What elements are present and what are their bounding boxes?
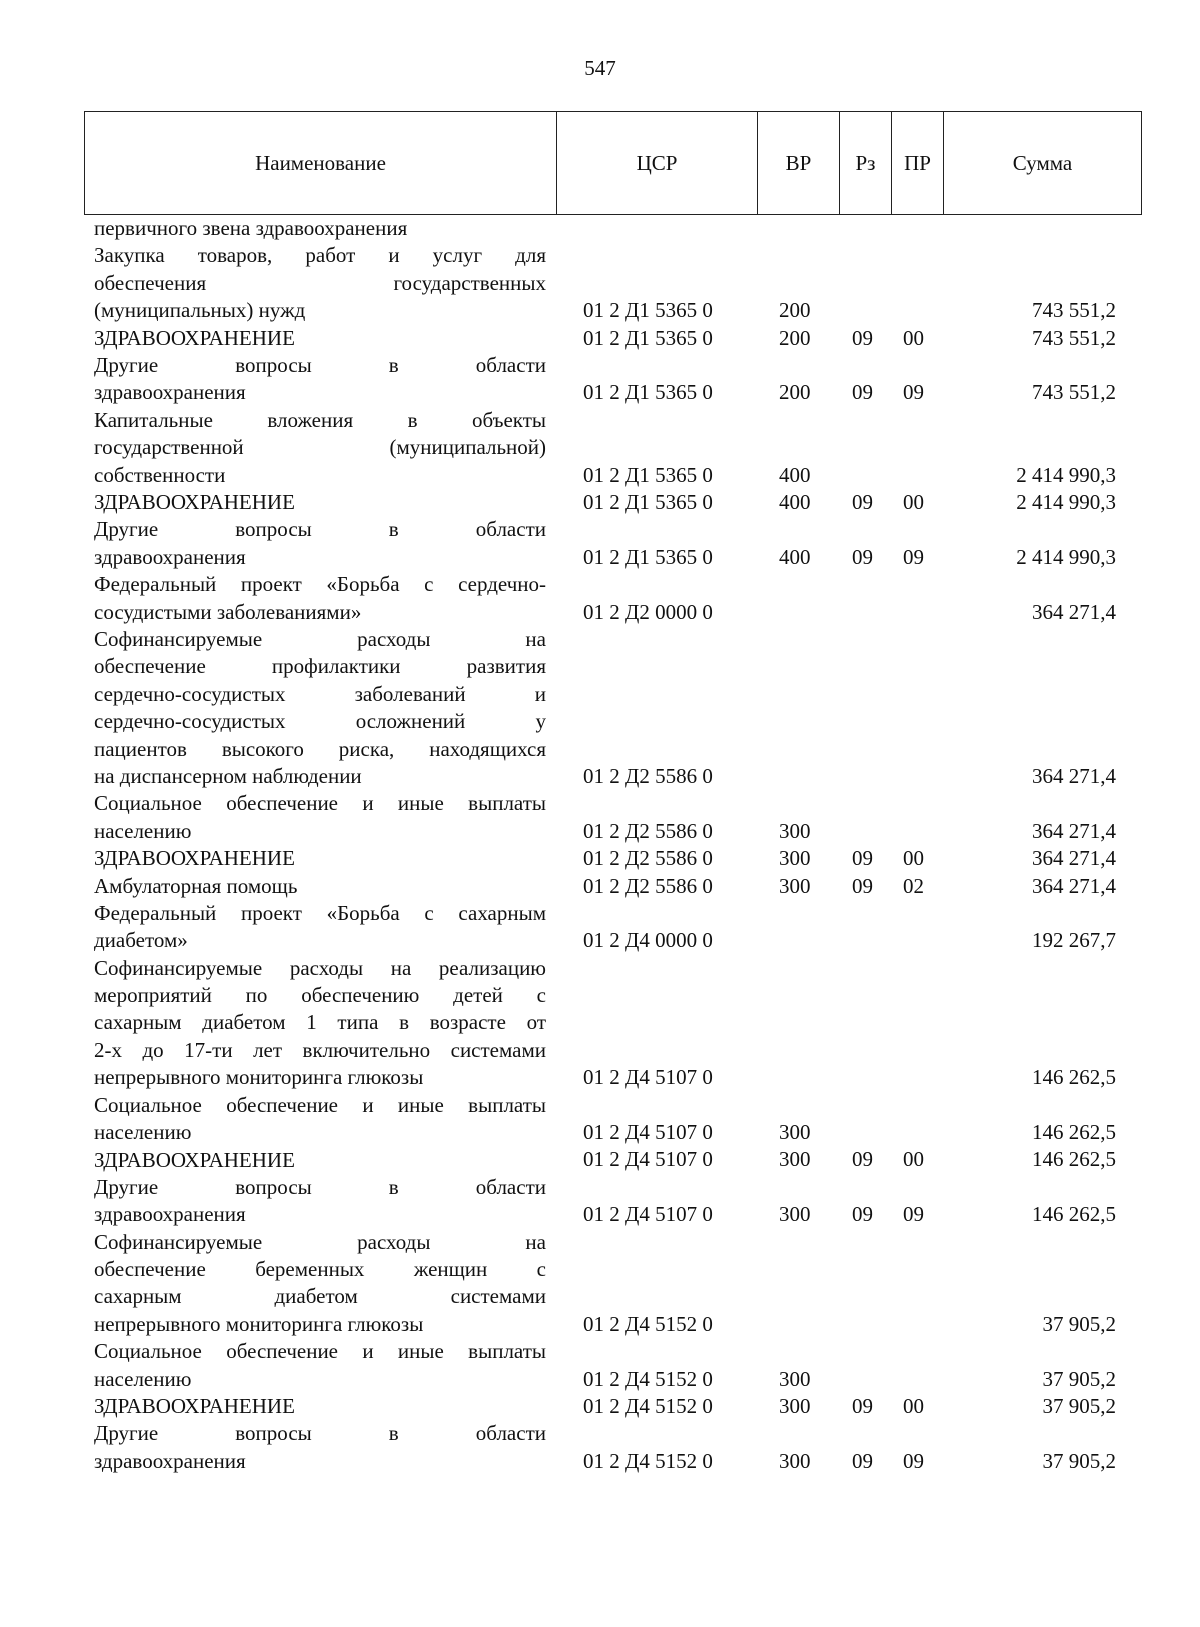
row-vr: 300 [779, 818, 811, 843]
header-csr: ЦСР [557, 112, 758, 214]
row-name [94, 1338, 546, 1393]
row-name [94, 215, 546, 242]
row-name [94, 489, 546, 516]
row-name-line: ЗДРАВООХРАНЕНИЕ [94, 1147, 295, 1172]
table-row [0, 626, 1200, 790]
row-csr: 01 2 Д4 0000 0 [583, 928, 713, 953]
row-name [94, 900, 546, 955]
row-pr: 09 [903, 1448, 924, 1473]
row-sum: 2 414 990,3 [1016, 462, 1116, 487]
header-sum: Сумма [1012, 150, 1073, 175]
row-name-line: сердечно-сосудистых заболеваний и [94, 681, 546, 706]
row-name-line: ЗДРАВООХРАНЕНИЕ [94, 325, 295, 350]
header-rz: Рз [840, 112, 892, 214]
row-name-line: Другие вопросы в области [94, 1421, 546, 1446]
row-sum: 37 905,2 [1042, 1311, 1116, 1336]
row-rz: 09 [852, 846, 873, 871]
table-row [0, 845, 1200, 872]
table-row [0, 790, 1200, 845]
row-sum: 37 905,2 [1042, 1448, 1116, 1473]
row-name-line: (муниципальных) нужд [94, 298, 306, 323]
row-name-line: населению [94, 1120, 192, 1145]
row-name-line: населению [94, 1366, 192, 1391]
row-name-line: Другие вопросы в области [94, 352, 546, 377]
table-row [0, 215, 1200, 242]
row-name-line: здравоохранения [94, 380, 246, 405]
row-name [94, 571, 546, 626]
row-name-line: здравоохранения [94, 544, 246, 569]
row-name [94, 1092, 546, 1147]
table-row [0, 242, 1200, 324]
row-rz: 09 [852, 1448, 873, 1473]
row-csr: 01 2 Д2 0000 0 [583, 599, 713, 624]
row-pr: 00 [903, 325, 924, 350]
row-name [94, 1147, 546, 1174]
row-name-line: собственности [94, 462, 226, 487]
row-sum: 2 414 990,3 [1016, 489, 1116, 514]
table-row [0, 1393, 1200, 1420]
row-name-line: Другие вопросы в области [94, 517, 546, 542]
row-name-line: Другие вопросы в области [94, 1174, 546, 1199]
row-vr: 300 [779, 873, 811, 898]
row-name-line: 2-х до 17-ти лет включительно системами [94, 1037, 546, 1062]
row-csr: 01 2 Д4 5107 0 [583, 1147, 713, 1172]
row-pr: 00 [903, 1394, 924, 1419]
row-name-line: Амбулаторная помощь [94, 873, 298, 898]
table-row [0, 407, 1200, 489]
row-vr: 300 [779, 1202, 811, 1227]
row-name-line: сосудистыми заболеваниями» [94, 599, 362, 624]
row-sum: 146 262,5 [1032, 1202, 1116, 1227]
row-name [94, 626, 546, 790]
row-pr: 00 [903, 846, 924, 871]
row-name [94, 873, 546, 900]
table-body [0, 215, 1200, 1475]
row-csr: 01 2 Д4 5107 0 [583, 1202, 713, 1227]
row-csr: 01 2 Д1 5365 0 [583, 325, 713, 350]
table-row [0, 1420, 1200, 1475]
row-name-line: Федеральный проект «Борьба с сердечно- [94, 572, 546, 597]
table-row [0, 1092, 1200, 1147]
row-rz: 09 [852, 325, 873, 350]
page-number: 547 [584, 56, 616, 80]
row-csr: 01 2 Д4 5152 0 [583, 1366, 713, 1391]
row-rz: 09 [852, 1394, 873, 1419]
row-vr: 200 [779, 298, 811, 323]
row-csr: 01 2 Д2 5586 0 [583, 818, 713, 843]
row-name-line: непрерывного мониторинга глюкозы [94, 1311, 424, 1336]
row-name-line: обеспечение беременных женщин с [94, 1257, 546, 1282]
row-vr: 400 [779, 462, 811, 487]
row-name-line: Софинансируемые расходы на [94, 1229, 546, 1254]
table-row [0, 1338, 1200, 1393]
row-name-line: ЗДРАВООХРАНЕНИЕ [94, 846, 295, 871]
row-name-line: ЗДРАВООХРАНЕНИЕ [94, 489, 295, 514]
row-name [94, 955, 546, 1092]
row-pr: 09 [903, 1202, 924, 1227]
row-csr: 01 2 Д4 5152 0 [583, 1394, 713, 1419]
row-sum: 146 262,5 [1032, 1147, 1116, 1172]
row-csr: 01 2 Д1 5365 0 [583, 380, 713, 405]
row-name-line: диабетом» [94, 928, 188, 953]
table-row [0, 516, 1200, 571]
row-name-line: Закупка товаров, работ и услуг для [94, 243, 546, 268]
row-sum: 146 262,5 [1032, 1120, 1116, 1145]
row-name-line: обеспечение профилактики развития [94, 654, 546, 679]
row-sum: 743 551,2 [1032, 298, 1116, 323]
row-csr: 01 2 Д1 5365 0 [583, 462, 713, 487]
row-csr: 01 2 Д1 5365 0 [583, 544, 713, 569]
row-sum: 192 267,7 [1032, 928, 1116, 953]
table-row [0, 352, 1200, 407]
table-row [0, 873, 1200, 900]
row-name-line: сердечно-сосудистых осложнений у [94, 709, 546, 734]
row-sum: 364 271,4 [1032, 846, 1116, 871]
row-csr: 01 2 Д2 5586 0 [583, 873, 713, 898]
row-vr: 400 [779, 544, 811, 569]
row-name [94, 242, 546, 324]
row-vr: 300 [779, 1394, 811, 1419]
row-name [94, 790, 546, 845]
row-csr: 01 2 Д4 5107 0 [583, 1120, 713, 1145]
row-name-line: сахарным диабетом 1 типа в возрасте от [94, 1010, 546, 1035]
row-csr: 01 2 Д4 5152 0 [583, 1448, 713, 1473]
row-name [94, 1229, 546, 1339]
row-vr: 300 [779, 1448, 811, 1473]
table-header [84, 111, 1142, 215]
row-sum: 364 271,4 [1032, 873, 1116, 898]
header-name: Наименование [85, 112, 557, 214]
row-vr: 300 [779, 846, 811, 871]
row-name-line: здравоохранения [94, 1202, 246, 1227]
row-csr: 01 2 Д2 5586 0 [583, 763, 713, 788]
row-rz: 09 [852, 489, 873, 514]
row-sum: 37 905,2 [1042, 1366, 1116, 1391]
header-pr: ПР [892, 112, 944, 214]
row-name [94, 325, 546, 352]
table-row [0, 1229, 1200, 1339]
row-name [94, 352, 546, 407]
row-rz: 09 [852, 1147, 873, 1172]
row-sum: 364 271,4 [1032, 599, 1116, 624]
row-name [94, 1393, 546, 1420]
row-name-line: здравоохранения [94, 1448, 246, 1473]
row-vr: 400 [779, 489, 811, 514]
row-name-line: непрерывного мониторинга глюкозы [94, 1065, 424, 1090]
table-row [0, 1174, 1200, 1229]
row-name-line: сахарным диабетом системами [94, 1284, 546, 1309]
row-vr: 300 [779, 1366, 811, 1391]
table-row [0, 955, 1200, 1092]
row-pr: 00 [903, 1147, 924, 1172]
row-csr: 01 2 Д1 5365 0 [583, 489, 713, 514]
row-name-line: на диспансерном наблюдении [94, 763, 362, 788]
row-name [94, 516, 546, 571]
row-vr: 200 [779, 325, 811, 350]
row-name [94, 1174, 546, 1229]
row-name-line: Социальное обеспечение и иные выплаты [94, 1339, 546, 1364]
row-name-line: первичного звена здравоохранения [94, 216, 408, 240]
table-row [0, 1147, 1200, 1174]
row-pr: 09 [903, 544, 924, 569]
row-name-line: Федеральный проект «Борьба с сахарным [94, 900, 546, 925]
row-name [94, 407, 546, 489]
row-pr: 02 [903, 873, 924, 898]
row-vr: 200 [779, 380, 811, 405]
row-sum: 37 905,2 [1042, 1394, 1116, 1419]
row-sum: 743 551,2 [1032, 325, 1116, 350]
row-sum: 364 271,4 [1032, 763, 1116, 788]
table-row [0, 571, 1200, 626]
row-name-line: Софинансируемые расходы на [94, 626, 546, 651]
table-row [0, 489, 1200, 516]
row-rz: 09 [852, 380, 873, 405]
row-csr: 01 2 Д1 5365 0 [583, 298, 713, 323]
table-row [0, 325, 1200, 352]
row-vr: 300 [779, 1120, 811, 1145]
row-sum: 364 271,4 [1032, 818, 1116, 843]
row-name-line: обеспечения государственных [94, 270, 546, 295]
row-rz: 09 [852, 1202, 873, 1227]
row-csr: 01 2 Д2 5586 0 [583, 846, 713, 871]
row-name-line: государственной (муниципальной) [94, 435, 546, 460]
row-sum: 743 551,2 [1032, 380, 1116, 405]
row-name-line: ЗДРАВООХРАНЕНИЕ [94, 1394, 295, 1419]
row-csr: 01 2 Д4 5107 0 [583, 1065, 713, 1090]
row-pr: 00 [903, 489, 924, 514]
table-row [0, 900, 1200, 955]
row-name-line: Капитальные вложения в объекты [94, 407, 546, 432]
row-name [94, 845, 546, 872]
row-name-line: Софинансируемые расходы на реализацию [94, 955, 546, 980]
row-name-line: пациентов высокого риска, находящихся [94, 736, 546, 761]
row-sum: 2 414 990,3 [1016, 544, 1116, 569]
row-name-line: Социальное обеспечение и иные выплаты [94, 1092, 546, 1117]
row-pr: 09 [903, 380, 924, 405]
row-csr: 01 2 Д4 5152 0 [583, 1311, 713, 1336]
row-rz: 09 [852, 873, 873, 898]
row-name-line: населению [94, 818, 192, 843]
row-name-line: Социальное обеспечение и иные выплаты [94, 791, 546, 816]
header-vr: ВР [758, 112, 840, 214]
row-vr: 300 [779, 1147, 811, 1172]
row-name-line: мероприятий по обеспечению детей с [94, 983, 546, 1008]
row-name [94, 1420, 546, 1475]
row-sum: 146 262,5 [1032, 1065, 1116, 1090]
row-rz: 09 [852, 544, 873, 569]
